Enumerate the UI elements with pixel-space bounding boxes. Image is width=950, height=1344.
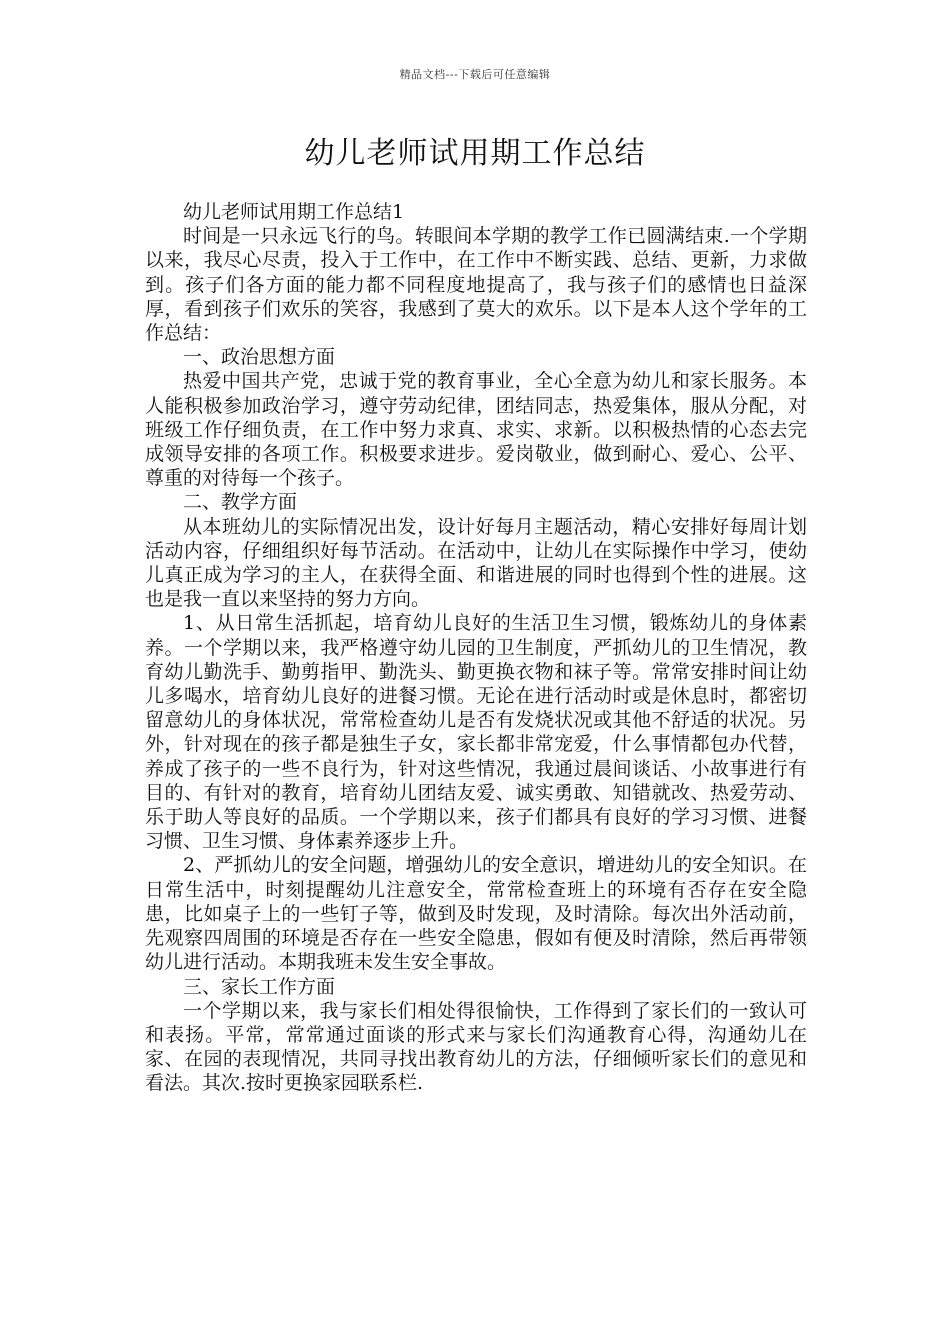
politics-paragraph: 热爱中国共产党，忠诚于党的教育事业，全心全意为幼儿和家长服务。本人能积极参加政治学习，遵守劳动纪律，团结同志，热爱集体，服从分配，对班级工作仔细负责，在工作中努力求真、求实、求新。以积极热情的心态去完成领导安排的各项工作。积极要求进步。爱岗敬业，做到耐心、爱心、公平、尊重的对待每一个孩子。 xyxy=(145,370,807,490)
hygiene-paragraph: 1、从日常生活抓起，培育幼儿良好的生活卫生习惯，锻炼幼儿的身体素养。一个学期以来，我严格遵守幼儿园的卫生制度，严抓幼儿的卫生情况，教育幼儿勤洗手、勤剪指甲、勤洗头、勤更换衣物和袜子等。常常安排时间让幼儿多喝水，培育幼儿良好的进餐习惯。无论在进行活动时或是休息时，都密切留意幼儿的身体状况，常常检查幼儿是否有发烧状况或其他不舒适的状况。另外，针对现在的孩子都是独生子女，家长都非常宠爱，什么事情都包办代替，养成了孩子的一些不良行为，针对这些情况，我通过晨间谈话、小故事进行有目的、有针对的教育，培育幼儿团结友爱、诚实勇敢、知错就改、热爱劳动、乐于助人等良好的品质。一个学期以来，孩子们都具有良好的学习习惯、进餐习惯、卫生习惯、身体素养逐步上升。 xyxy=(145,612,807,853)
intro-paragraph: 时间是一只永远飞行的鸟。转眼间本学期的教学工作已圆满结束.一个学期以来，我尽心尽责，投入于工作中，在工作中不断实践、总结、更新，力求做到。孩子们各方面的能力都不同程度地提高了，我与孩子们的感情也日益深厚，看到孩子们欢乐的笑容，我感到了莫大的欢乐。以下是本人这个学年的工作总结： xyxy=(145,225,807,345)
subtitle-paragraph: 幼儿老师试用期工作总结1 xyxy=(183,201,405,223)
parents-paragraph: 一个学期以来，我与家长们相处得很愉快，工作得到了家长们的一致认可和表扬。平常，常常通过面谈的形式来与家长们沟通教育心得，沟通幼儿在家、在园的表现情况，共同寻找出教育幼儿的方法，仔细倾听家长们的意见和看法。其次.按时更换家园联系栏. xyxy=(145,999,807,1095)
section-heading-teaching: 二、教学方面 xyxy=(183,491,298,514)
teaching-paragraph: 从本班幼儿的实际情况出发，设计好每月主题活动，精心安排好每周计划活动内容，仔细组织好每节活动。在活动中，让幼儿在实际操作中学习，使幼儿真正成为学习的主人，在获得全面、和谐进展的同时也得到个性的进展。这也是我一直以来坚持的努力方向。 xyxy=(145,515,807,611)
section-heading-politics: 一、政治思想方面 xyxy=(183,346,336,369)
document-body xyxy=(145,200,807,1096)
section-heading-parents: 三、家长工作方面 xyxy=(183,975,336,998)
header-note: 精品文档---下载后可任意编辑 xyxy=(399,68,551,81)
safety-paragraph: 2、严抓幼儿的安全问题，增强幼儿的安全意识，增进幼儿的安全知识。在日常生活中，时刻提醒幼儿注意安全，常常检查班上的环境有否存在安全隐患，比如桌子上的一些钉子等，做到及时发现，及时清除。每次出外活动前，先观察四周围的环境是否存在一些安全隐患，假如有便及时清除，然后再带领幼儿进行活动。本期我班未发生安全事故。 xyxy=(145,854,807,974)
document-title: 幼儿老师试用期工作总结 xyxy=(304,136,646,171)
